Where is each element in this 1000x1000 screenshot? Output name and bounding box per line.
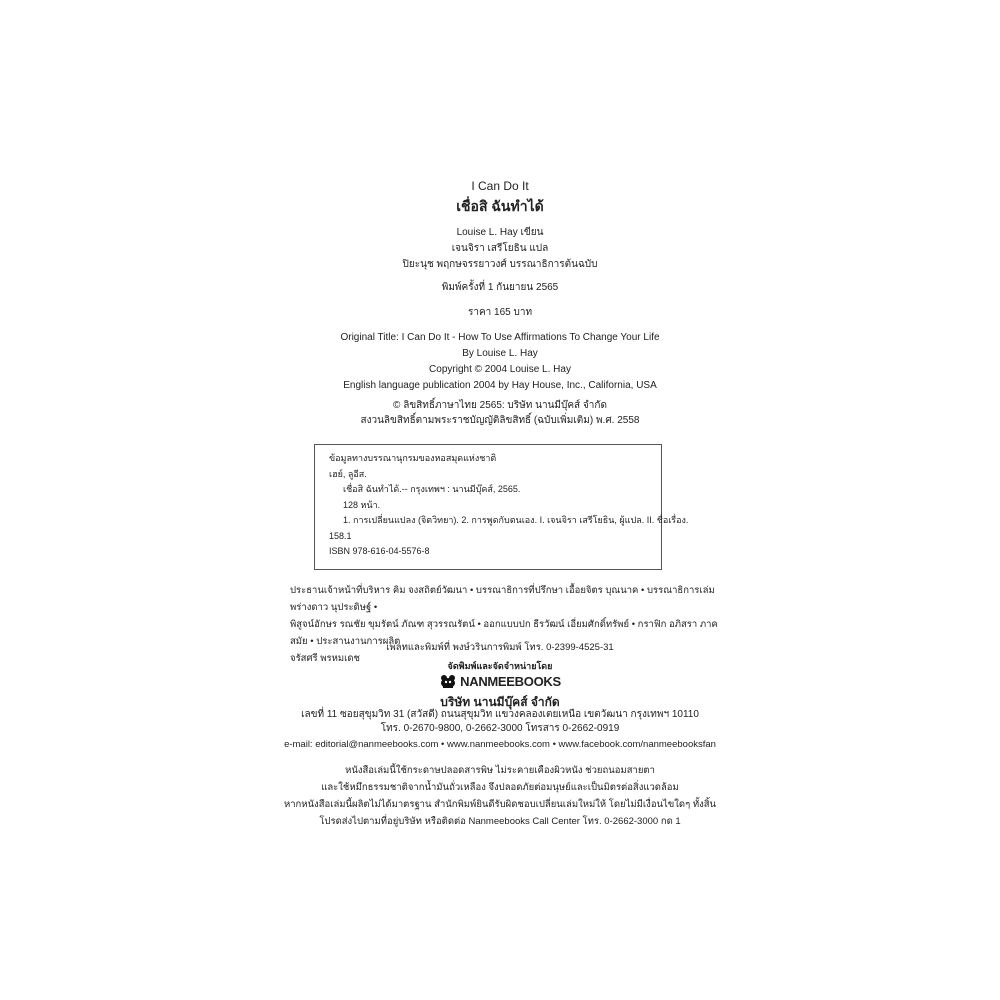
staff-line: พิสูจน์อักษร รณชัย ขุมรัตน์ ภัณฑ สุวรรณรัตน์ • ออกแบบปก ธีรวัฒน์ เอี่ยมศักดิ์ทรัพย์ • กราฟิก อภิสรา ภาคสมัย • ประสานงานการผลิต <box>290 619 718 647</box>
note-line: หากหนังสือเล่มนี้ผลิตไม่ได้มาตรฐาน สำนักพิมพ์ยินดีรับผิดชอบเปลี่ยนเล่มใหม่ให้ โดยไม่มีเงื่อนไขใดๆ ทั้งสิ้น <box>283 799 717 810</box>
title-thai: เชื่อสิ ฉันทำได้ <box>456 198 544 214</box>
paper-notes-block <box>0 762 1000 830</box>
note-line: หนังสือเล่มนี้ใช้กระดาษปลอดสารพิษ ไม่ระคายเคืองผิวหนัง ช่วยถนอมสายตา <box>345 765 655 776</box>
credit-author: Louise L. Hay เขียน <box>456 227 544 238</box>
thai-copyright-law: สงวนลิขสิทธิ์ตามพระราชบัญญัติลิขสิทธิ์ (ฉบับเพิ่มเติม) พ.ศ. 2558 <box>360 415 640 426</box>
cip-isbn: ISBN 978-616-04-5576-8 <box>329 546 430 556</box>
original-publication: English language publication 2004 by Hay House, Inc., California, USA <box>343 380 657 391</box>
original-title: Original Title: I Can Do It - How To Use Affirmations To Change Your Life <box>340 332 660 343</box>
staff-line: ประธานเจ้าหน้าที่บริหาร คิม จงสถิตย์วัฒนา • บรรณาธิการที่ปรึกษา เอื้อยจิตร บุณนาค • บรรณาธิการเล่ม พร่างดาว นุประดิษฐ์ • <box>290 585 715 613</box>
company-name: บริษัท นานมีบุ๊คส์ จำกัด <box>440 695 560 709</box>
staff-line: จรัสศรี พรหมเดช <box>290 653 360 664</box>
cip-title: เชื่อสิ ฉันทำได้.-- กรุงเทพฯ : นานมีบุ๊คส์, 2565. <box>343 484 521 494</box>
publisher-logo <box>0 673 1000 693</box>
title-english: I Can Do It <box>471 179 529 193</box>
company-phone: โทร. 0-2670-9800, 0-2662-3000 โทรสาร 0-2662-0919 <box>380 723 620 734</box>
cip-pages: 128 หน้า. <box>343 499 381 510</box>
cip-heading: ข้อมูลทางบรรณานุกรมของหอสมุดแห่งชาติ <box>329 453 497 463</box>
note-line: โปรดส่งไปตามที่อยู่บริษัท หรือติดต่อ Nanmeebooks Call Center โทร. 0-2662-3000 กด 1 <box>319 816 681 827</box>
distributed-by-label: จัดพิมพ์และจัดจำหน่ายโดย <box>447 661 553 671</box>
edition-line: พิมพ์ครั้งที่ 1 กันยายน 2565 <box>441 282 559 293</box>
thai-copyright-block <box>0 398 1000 428</box>
cip-author: เฮย์, ลูอีส. <box>329 468 367 479</box>
original-copyright: Copyright © 2004 Louise L. Hay <box>429 364 571 375</box>
company-address: เลขที่ 11 ซอยสุขุมวิท 31 (สวัสดี) ถนนสุขุมวิท แขวงคลองเตยเหนือ เขตวัฒนา กรุงเทพฯ 10110 <box>301 709 699 720</box>
cataloging-in-publication-box <box>314 444 689 570</box>
original-author: By Louise L. Hay <box>462 348 538 359</box>
cip-classification: 158.1 <box>329 530 352 541</box>
original-title-block <box>0 330 1000 394</box>
publisher-logo-text: NANMEEBOOKS <box>460 673 561 689</box>
printer-line: เพลทและพิมพ์ที่ พงษ์วรินการพิมพ์ โทร. 0-2399-4525-31 <box>386 642 614 653</box>
price-line: ราคา 165 บาท <box>467 307 533 318</box>
credit-editor: ปิยะนุช พฤกษจรรยาวงศ์ บรรณาธิการต้นฉบับ <box>402 259 598 270</box>
thai-copyright: © ลิขสิทธิ์ภาษาไทย 2565: บริษัท นานมีบุ๊คส์ จำกัด <box>393 400 607 411</box>
credits-block <box>0 225 1000 273</box>
contact-line: e-mail: editorial@nanmeebooks.com • www.nanmeebooks.com • www.facebook.com/nanmeebooksfan <box>284 739 716 750</box>
credit-translator: เจนจิรา เสรีโยธิน แปล <box>451 243 549 254</box>
company-address-block <box>0 708 1000 736</box>
publisher-mascot-icon <box>439 673 457 689</box>
note-line: และใช้หมึกธรรมชาติจากน้ำมันถั่วเหลือง จึงปลอดภัยต่อมนุษย์และเป็นมิตรต่อสิ่งแวดล้อม <box>321 782 679 793</box>
cip-subjects: 1. การเปลี่ยนแปลง (จิตวิทยา). 2. การพูดกับตนเอง. I. เจนจิรา เสรีโยธิน, ผู้แปล. II. ชื่อเรื่อง. <box>343 515 689 525</box>
